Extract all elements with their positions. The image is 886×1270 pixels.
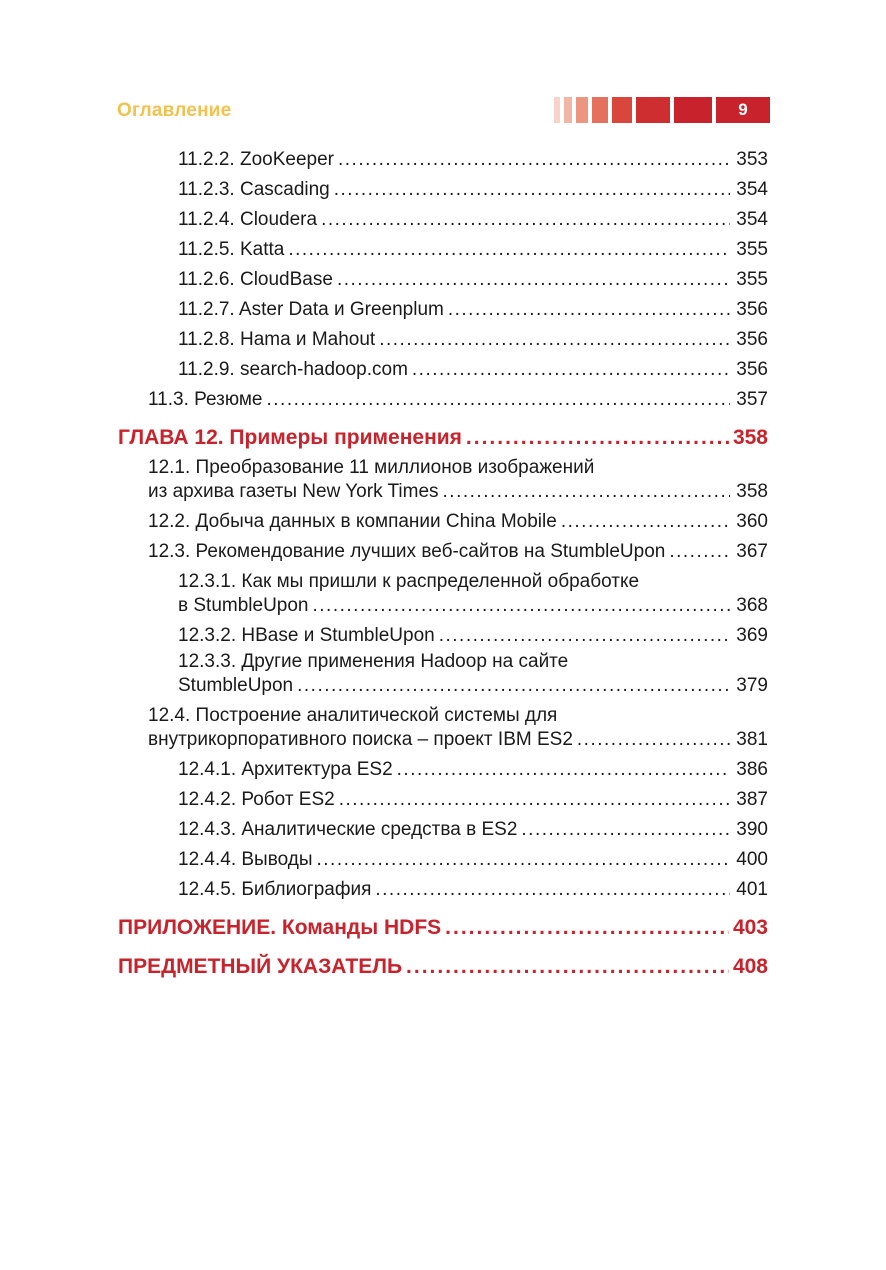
toc-leader-dots (267, 388, 731, 412)
toc-leader-dots (379, 328, 730, 352)
toc-leader-dots (669, 540, 730, 564)
toc-leader-dots (339, 788, 730, 812)
toc-chapter-label: ПРЕДМЕТНЫЙ УКАЗАТЕЛЬ (118, 955, 403, 978)
toc-entry[interactable] (148, 704, 768, 752)
toc-entry-label: 11.2.8. Hama и Mahout (178, 329, 376, 350)
toc-entry-page: 401 (736, 879, 768, 900)
toc-entry-label: 11.3. Резюме (148, 389, 263, 410)
toc-entry-label: 12.4. Построение аналитической системы для (148, 705, 558, 726)
toc-entry-page: 360 (736, 511, 768, 532)
toc-entry-label: 11.2.6. CloudBase (178, 269, 333, 290)
toc-leader-dots (412, 358, 730, 382)
toc-entry[interactable] (178, 758, 768, 782)
toc-entry-label: 11.2.3. Cascading (178, 179, 330, 200)
toc-entry-label: 12.4.1. Архитектура ES2 (178, 759, 393, 780)
toc-entry-page: 355 (736, 239, 768, 260)
toc-entry-label: 12.2. Добыча данных в компании China Mobile (148, 511, 557, 532)
toc-entry[interactable] (178, 178, 768, 202)
toc-entry[interactable] (148, 456, 768, 504)
toc-entry-label: 12.1. Преобразование 11 миллионов изображений (148, 457, 595, 478)
toc-entry-label: 12.4.3. Аналитические средства в ES2 (178, 819, 518, 840)
toc-chapter[interactable] (118, 915, 768, 941)
toc-entry-page: 353 (736, 149, 768, 170)
toc-entry[interactable] (178, 848, 768, 872)
toc-entry[interactable] (178, 818, 768, 842)
header-bar (636, 97, 670, 123)
toc-entry-label-cont: в StumbleUpon (178, 595, 309, 616)
toc-leader-dots (439, 624, 730, 648)
header-bar (592, 97, 608, 123)
toc-leader-dots (521, 818, 730, 842)
toc-entry-page: 400 (736, 849, 768, 870)
toc-entry-page: 356 (736, 359, 768, 380)
toc-entry[interactable] (178, 298, 768, 322)
header-bar (612, 97, 632, 123)
toc-entry[interactable] (178, 650, 768, 698)
toc-entry-label: 12.4.5. Библиография (178, 879, 372, 900)
toc-entry-page: 354 (736, 209, 768, 230)
toc-leader-dots (466, 425, 729, 451)
toc-entry[interactable] (178, 570, 768, 618)
toc-leader-dots (321, 208, 730, 232)
toc-chapter-page: 403 (732, 916, 768, 939)
header-bar (554, 97, 560, 123)
toc-leader-dots (338, 148, 730, 172)
header-bar (576, 97, 588, 123)
toc-entry-page: 379 (736, 675, 768, 696)
toc-leader-dots (313, 594, 731, 618)
toc-entry-page: 368 (736, 595, 768, 616)
toc-entry-label: 12.3.3. Другие применения Hadoop на сайте (178, 651, 569, 672)
toc-leader-dots (406, 954, 729, 980)
toc-entry[interactable] (148, 540, 768, 564)
toc-entry[interactable] (178, 328, 768, 352)
toc-leader-dots (288, 238, 730, 262)
toc-chapter-page: 408 (732, 955, 768, 978)
header-bar (564, 97, 572, 123)
toc-chapter-label: ГЛАВА 12. Примеры применения (118, 426, 462, 449)
toc-entry-page: 387 (736, 789, 768, 810)
toc-chapter[interactable] (118, 954, 768, 980)
toc-entry-page: 369 (736, 625, 768, 646)
toc-entry-label: 11.2.5. Katta (178, 239, 285, 260)
toc-entry[interactable] (178, 268, 768, 292)
toc-entry-label: 12.3. Рекомендование лучших веб-сайтов на StumbleUpon (148, 541, 666, 562)
toc-entry-page: 357 (736, 389, 768, 410)
toc-entry-label: 11.2.7. Aster Data и Greenplum (178, 299, 444, 320)
toc-entry[interactable] (178, 624, 768, 648)
toc-leader-dots (337, 268, 730, 292)
toc-leader-dots (443, 480, 730, 504)
toc-entry-label-cont: из архива газеты New York Times (148, 481, 439, 502)
toc-entry[interactable] (178, 208, 768, 232)
toc-leader-dots (561, 510, 730, 534)
toc-entry-page: 367 (736, 541, 768, 562)
toc-entry[interactable] (148, 510, 768, 534)
toc-entry[interactable] (178, 788, 768, 812)
toc-leader-dots (297, 674, 730, 698)
toc-leader-dots (448, 298, 730, 322)
toc-entry-label: 11.2.2. ZooKeeper (178, 149, 334, 170)
toc-chapter-page: 358 (732, 426, 768, 449)
toc-entry-label: 11.2.4. Cloudera (178, 209, 318, 230)
header-decor-bars (554, 97, 770, 123)
toc-entry[interactable] (178, 238, 768, 262)
toc-leader-dots (334, 178, 730, 202)
toc-leader-dots (445, 915, 729, 941)
toc-entry-page: 356 (736, 329, 768, 350)
header-bar (674, 97, 712, 123)
toc-leader-dots (316, 848, 730, 872)
toc-entry-page: 356 (736, 299, 768, 320)
toc-entry-page: 381 (736, 729, 768, 750)
toc-entry[interactable] (178, 358, 768, 382)
running-header-title: Оглавление (117, 100, 232, 121)
toc-entry-page: 355 (736, 269, 768, 290)
toc-entry-page: 390 (736, 819, 768, 840)
page-number: 9 (716, 97, 770, 123)
toc-entry[interactable] (178, 878, 768, 902)
toc-entry-label: 12.4.2. Робот ES2 (178, 789, 335, 810)
toc-entry-page: 386 (736, 759, 768, 780)
toc-entry-page: 358 (736, 481, 768, 502)
toc-leader-dots (577, 728, 730, 752)
toc-leader-dots (375, 878, 730, 902)
toc-entry-label: 12.4.4. Выводы (178, 849, 313, 870)
toc-entry[interactable] (178, 148, 768, 172)
toc-leader-dots (397, 758, 730, 782)
toc-entry-label-cont: внутрикорпоративного поиска – проект IBM ES2 (148, 729, 573, 750)
toc-entry-page: 354 (736, 179, 768, 200)
toc-entry-label: 12.3.1. Как мы пришли к распределенной обработке (178, 571, 640, 592)
toc-chapter[interactable] (118, 425, 768, 451)
toc-entry-label: 11.2.9. search-hadoop.com (178, 359, 408, 380)
toc-entry-label: 12.3.2. HBase и StumbleUpon (178, 625, 435, 646)
toc-entry[interactable] (148, 388, 768, 412)
toc-entry-label-cont: StumbleUpon (178, 675, 294, 696)
toc-chapter-label: ПРИЛОЖЕНИЕ. Команды HDFS (118, 916, 442, 939)
